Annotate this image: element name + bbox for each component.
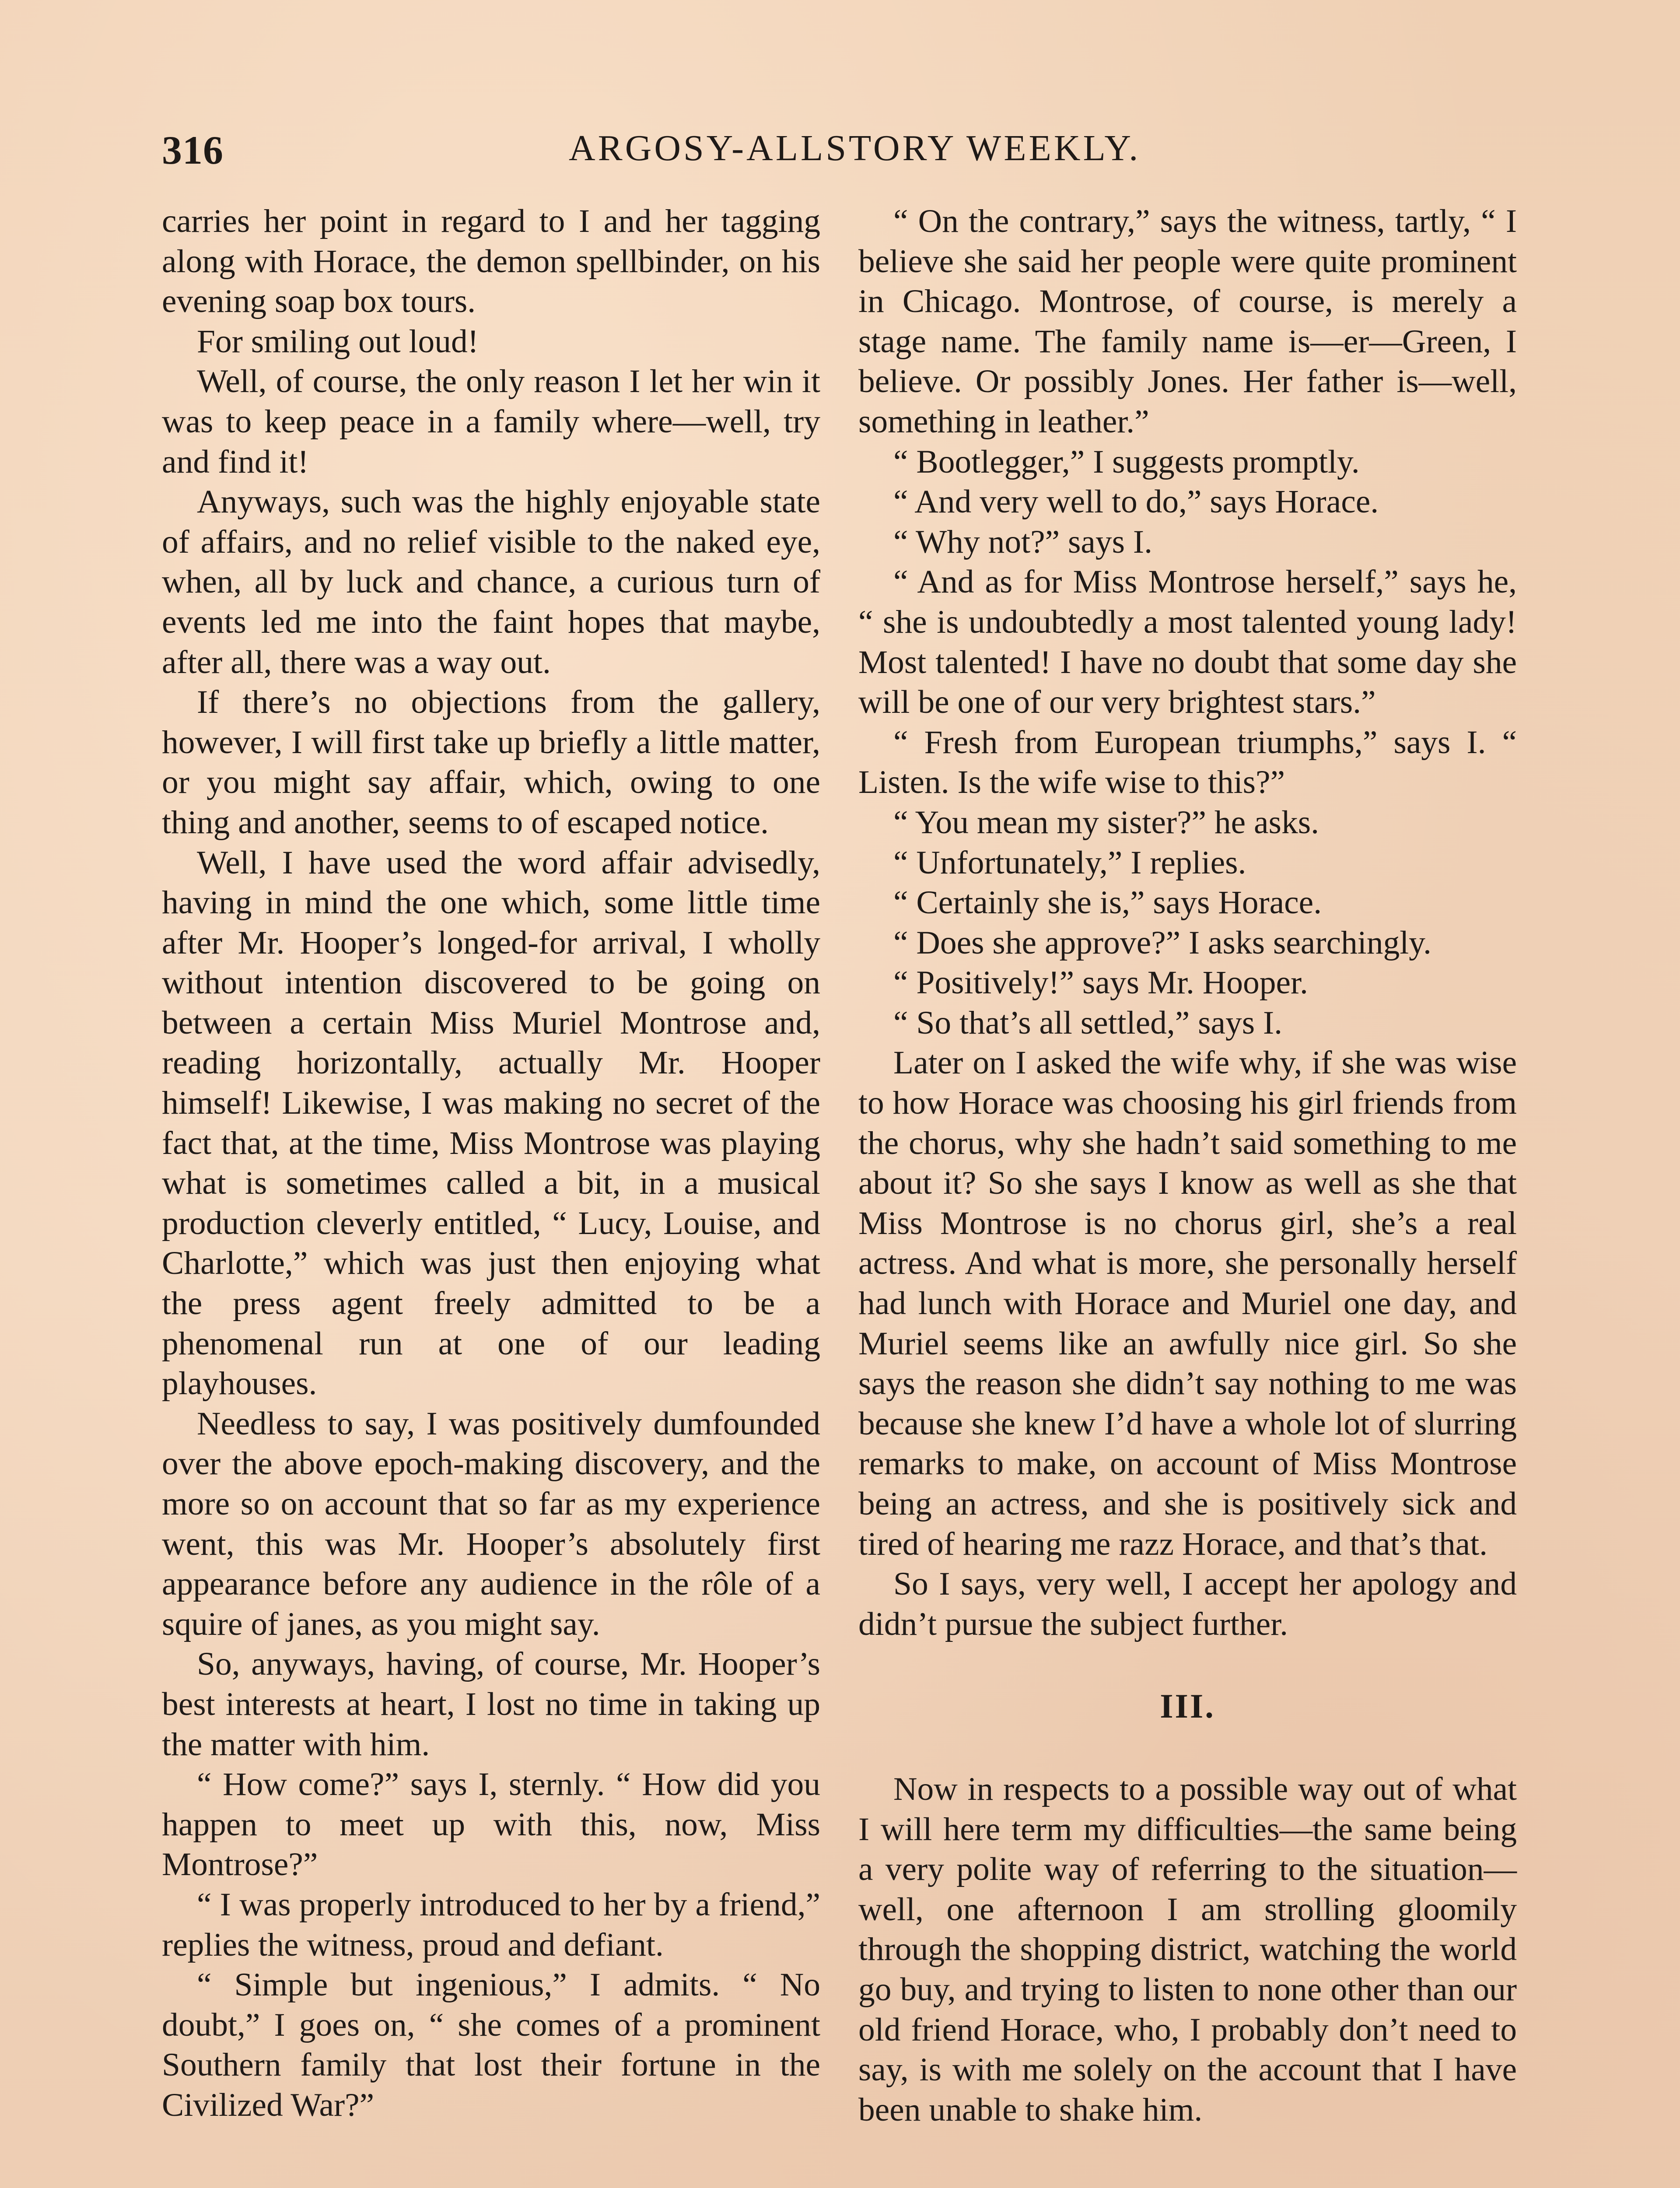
paragraph: Well, of course, the only reason I let her win it was to keep peace in a family where—well, try and find it! xyxy=(162,363,820,480)
page-header xyxy=(162,127,1522,184)
paragraph: “ Positively!” says Mr. Hooper. xyxy=(893,964,1308,1001)
paragraph: “ Does she approve?” I asks searchingly. xyxy=(893,924,1432,961)
paragraph: “ Why not?” says I. xyxy=(893,523,1152,560)
paragraph: So I says, very well, I accept her apology and didn’t pursue the subject further. xyxy=(858,1566,1517,1642)
paragraph: Needless to say, I was positively dumfounded over the above epoch-making discovery, and the more so on account that so far as my experience went, this was Mr. Hooper’s absolutely first appearance before any audience in the rôle of a squire of janes, as you might say. xyxy=(162,1405,820,1642)
paragraph: “ How come?” says I, sternly. “ How did you happen to meet up with this, now, Miss Montrose?” xyxy=(162,1766,820,1883)
paragraph: So, anyways, having, of course, Mr. Hooper’s best interests at heart, I lost no time in taking up the matter with him. xyxy=(162,1646,820,1763)
paragraph: “ Simple but ingenious,” I admits. “ No doubt,” I goes on, “ she comes of a prominent Southern family that lost their fortune in the Civilized War?” xyxy=(162,1967,820,2123)
paragraph: “ On the contrary,” says the witness, tartly, “ I believe she said her people were quite prominent in Chicago. Montrose, of course, is merely a stage name. The family name is—er—Green, I believe. Or possibly Jones. Her father is—well, something in leather.” xyxy=(858,203,1517,440)
paragraph: “ Unfortunately,” I replies. xyxy=(893,844,1246,881)
paragraph: “ And very well to do,” says Horace. xyxy=(893,484,1379,520)
paragraph: “ Bootlegger,” I suggests promptly. xyxy=(893,443,1360,480)
section-heading: III. xyxy=(1160,1687,1215,1725)
paragraph: carries her point in regard to I and her tagging along with Horace, the demon spellbinder, on his evening soap box tours. xyxy=(162,203,820,320)
paragraph: If there’s no objections from the gallery, however, I will first take up briefly a little matter, or you might say affair, which, owing to one thing and another, seems to of escaped notice. xyxy=(162,684,820,841)
page-number: 316 xyxy=(162,128,224,172)
running-title: ARGOSY-ALLSTORY WEEKLY. xyxy=(569,128,1141,168)
paragraph: Now in respects to a possible way out of what I will here term my difficulties—the same being a very polite way of referring to the situation—well, one afternoon I am strolling gloomily through the shopping district, watching the world go buy, and trying to listen to none other than our old friend Horace, who, I probably don’t need to say, is with me solely on the account that I have been unable to shake him. xyxy=(858,1771,1517,2128)
paragraph: “ So that’s all settled,” says I. xyxy=(893,1004,1283,1041)
paragraph: “ I was properly introduced to her by a friend,” replies the witness, proud and defiant. xyxy=(162,1886,820,1963)
paragraph: Anyways, such was the highly enjoyable state of affairs, and no relief visible to the naked eye, when, all by luck and chance, a curious turn of events led me into the faint hopes that maybe, after all, there was a way out. xyxy=(162,484,820,680)
paragraph: “ You mean my sister?” he asks. xyxy=(893,804,1319,841)
paragraph: “ And as for Miss Montrose herself,” says he, “ she is undoubtedly a most talented young lady! Most talented! I have no doubt that some day she will be one of our very brightest stars.” xyxy=(858,564,1517,721)
paragraph: Well, I have used the word affair advisedly, having in mind the one which, some little time after Mr. Hooper’s longed-for arrival, I wholly without intention discovered to be going on between a certain Miss Muriel Montrose and, reading horizontally, actually Mr. Hooper himself! Likewise, I was making no secret of the fact that, at the time, Miss Montrose was playing what is sometimes called a bit, in a musical production cleverly entitled, “ Lucy, Louise, and Charlotte,” which was just then enjoying what the press agent freely admitted to be a phenomenal run at one of our leading playhouses. xyxy=(162,844,820,1402)
paragraph: For smiling out loud! xyxy=(197,323,479,360)
paragraph: Later on I asked the wife why, if she was wise to how Horace was choosing his girl friends from the chorus, why she hadn’t said something to me about it? So she says I know as well as she that Miss Montrose is no chorus girl, she’s a real actress. And what is more, she personally herself had lunch with Horace and Muriel one day, and Muriel seems like an awfully nice girl. So she says the reason she didn’t say nothing to me was because she knew I’d have a whole lot of slurring remarks to make, on account of Miss Montrose being an actress, and she is positively sick and tired of hearing me razz Horace, and that’s that. xyxy=(858,1045,1517,1562)
paragraph: “ Certainly she is,” says Horace. xyxy=(893,884,1322,921)
left-column xyxy=(162,201,820,2125)
paragraph: “ Fresh from European triumphs,” says I. “ Listen. Is the wife wise to this?” xyxy=(858,724,1517,801)
right-column xyxy=(858,201,1517,2130)
